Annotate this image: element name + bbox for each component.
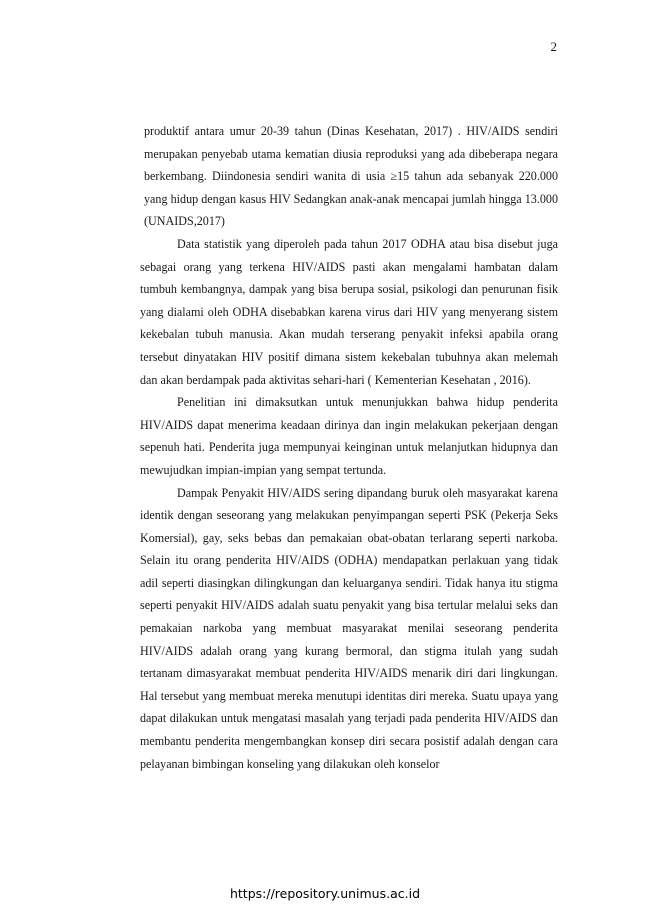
- paragraph-research-aim: Penelitian ini dimaksutkan untuk menunjukkan bahwa hidup penderita HIV/AIDS dapat menerima keadaan dirinya dan ingin melakukan pekerjaan dengan sepenuh hati. Penderita juga mempunyai keinginan untuk melanjutkan hidupnya dan mewujudkan impian-impian yang sempat tertunda.: [140, 395, 558, 477]
- footer-url: https://repository.unimus.ac.id: [229, 886, 421, 901]
- page-number: 2: [550, 39, 557, 54]
- document-body: [140, 120, 558, 775]
- paragraph-continuation: produktif antara umur 20-39 tahun (Dinas Kesehatan, 2017) . HIV/AIDS sendiri merupakan penyebab utama kematian diusia reproduksi yang ada dibeberapa negara berkembang. Diindonesia sendiri wanita di usia ≥15 tahun ada sebanyak 220.000 yang hidup dengan kasus HIV Sedangkan anak-anak mencapai jumlah hingga 13.000 (UNAIDS,2017): [144, 124, 558, 229]
- paragraph-stigma-impact: Dampak Penyakit HIV/AIDS sering dipandang buruk oleh masyarakat karena identik dengan seseorang yang melakukan penyimpangan seperti PSK (Pekerja Seks Komersial), gay, seks bebas dan pemakaian obat-obatan terlarang seperti narkoba. Selain itu orang penderita HIV/AIDS (ODHA) mendapatkan perlakuan yang tidak adil seperti diasingkan dilingkungan dan keluarganya sendiri. Tidak hanya itu stigma seperti penyakit HIV/AIDS adalah suatu penyakit yang bisa tertular melalui seks dan pemakaian narkoba yang membuat masyarakat menilai seseorang penderita HIV/AIDS adalah orang yang kurang bermoral, dan stigma itulah yang sudah tertanam dimasyarakat membuat penderita HIV/AIDS menarik diri dari lingkungan. Hal tersebut yang membuat mereka menutupi identitas diri mereka. Suatu upaya yang dapat dilakukan untuk mengatasi masalah yang terjadi pada penderita HIV/AIDS dan membantu penderita mengembangkan konsep diri secara posistif adalah dengan cara pelayanan bimbingan konseling yang dilakukan oleh konselor: [140, 485, 558, 771]
- paragraph-statistics: Data statistik yang diperoleh pada tahun 2017 ODHA atau bisa disebut juga sebagai orang yang terkena HIV/AIDS pasti akan mengalami hambatan dalam tumbuh kembangnya, dampak yang bisa berupa sosial, psikologi dan penurunan fisik yang dialami oleh ODHA disebabkan karena virus dari HIV yang menyerang sistem kekebalan tubuh manusia. Akan mudah terserang penyakit infeksi apabila orang tersebut dinyatakan HIV positif dimana sistem kekebalan tubuhnya akan melemah dan akan berdampak pada aktivitas sehari-hari ( Kementerian Kesehatan , 2016).: [140, 236, 558, 387]
